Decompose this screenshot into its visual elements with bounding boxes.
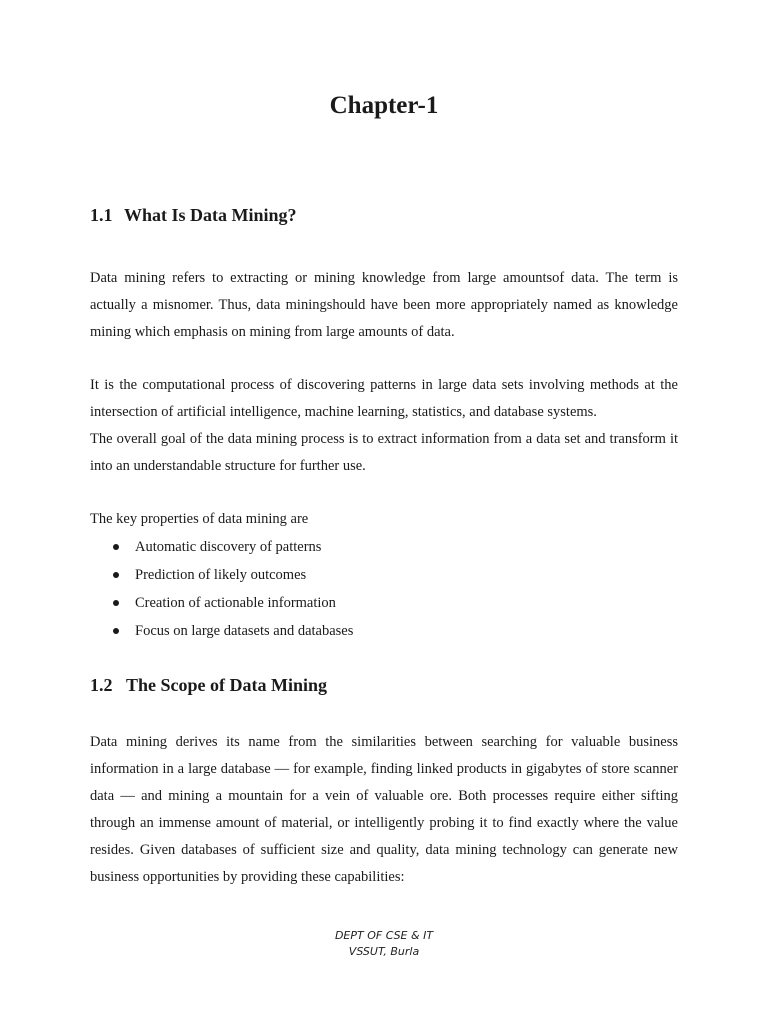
list-item: [90, 561, 353, 589]
list-item-text: Automatic discovery of patterns: [135, 539, 322, 555]
footer-institution: VSSUT, Burla: [348, 945, 420, 958]
bullet-icon: [113, 628, 119, 634]
section-number: 1.1: [90, 205, 113, 225]
list-item: [90, 589, 353, 617]
section-title: What Is Data Mining?: [124, 205, 297, 225]
list-item-text: Focus on large datasets and databases: [135, 623, 354, 639]
paragraph-overall-goal: The overall goal of the data mining process is to extract information from a data set and transform it into an understandable structure for further use.: [90, 431, 678, 474]
section-heading-what-is-data-mining: [90, 205, 297, 226]
section-heading-scope-of-data-mining: [90, 675, 327, 696]
key-properties-list: [90, 533, 353, 645]
bullet-icon: [113, 600, 119, 606]
paragraph-definition: Data mining refers to extracting or mining knowledge from large amountsof data. The term is actually a misnomer. Thus, data miningshould have been more appropriately named as knowledge mining which emphasis on mining from large amounts of data.: [90, 270, 678, 340]
list-item-text: Creation of actionable information: [135, 595, 336, 611]
paragraph-scope: Data mining derives its name from the similarities between searching for valuable business information in a large database — for example, finding linked products in gigabytes of store scanner data — and mining a mountain for a vein of valuable ore. Both processes require either sifting through an immense amount of material, or intelligently probing it to find exactly where the value resides. Given databases of sufficient size and quality, data mining technology can generate new business opportunities by providing these capabilities:: [90, 734, 678, 885]
page-footer: [0, 928, 768, 960]
list-item: [90, 617, 353, 645]
paragraph-key-properties-intro: The key properties of data mining are: [90, 511, 309, 527]
chapter-title: Chapter-1: [329, 92, 439, 119]
list-item: [90, 533, 353, 561]
bullet-icon: [113, 572, 119, 578]
paragraph-computational-process: It is the computational process of discovering patterns in large data sets involving methods at the intersection of artificial intelligence, machine learning, statistics, and database systems.: [90, 377, 678, 420]
section-number: 1.2: [90, 675, 113, 695]
list-item-text: Prediction of likely outcomes: [135, 567, 307, 583]
footer-department: DEPT OF CSE & IT: [334, 929, 434, 942]
bullet-icon: [113, 544, 119, 550]
section-title: The Scope of Data Mining: [126, 675, 328, 695]
